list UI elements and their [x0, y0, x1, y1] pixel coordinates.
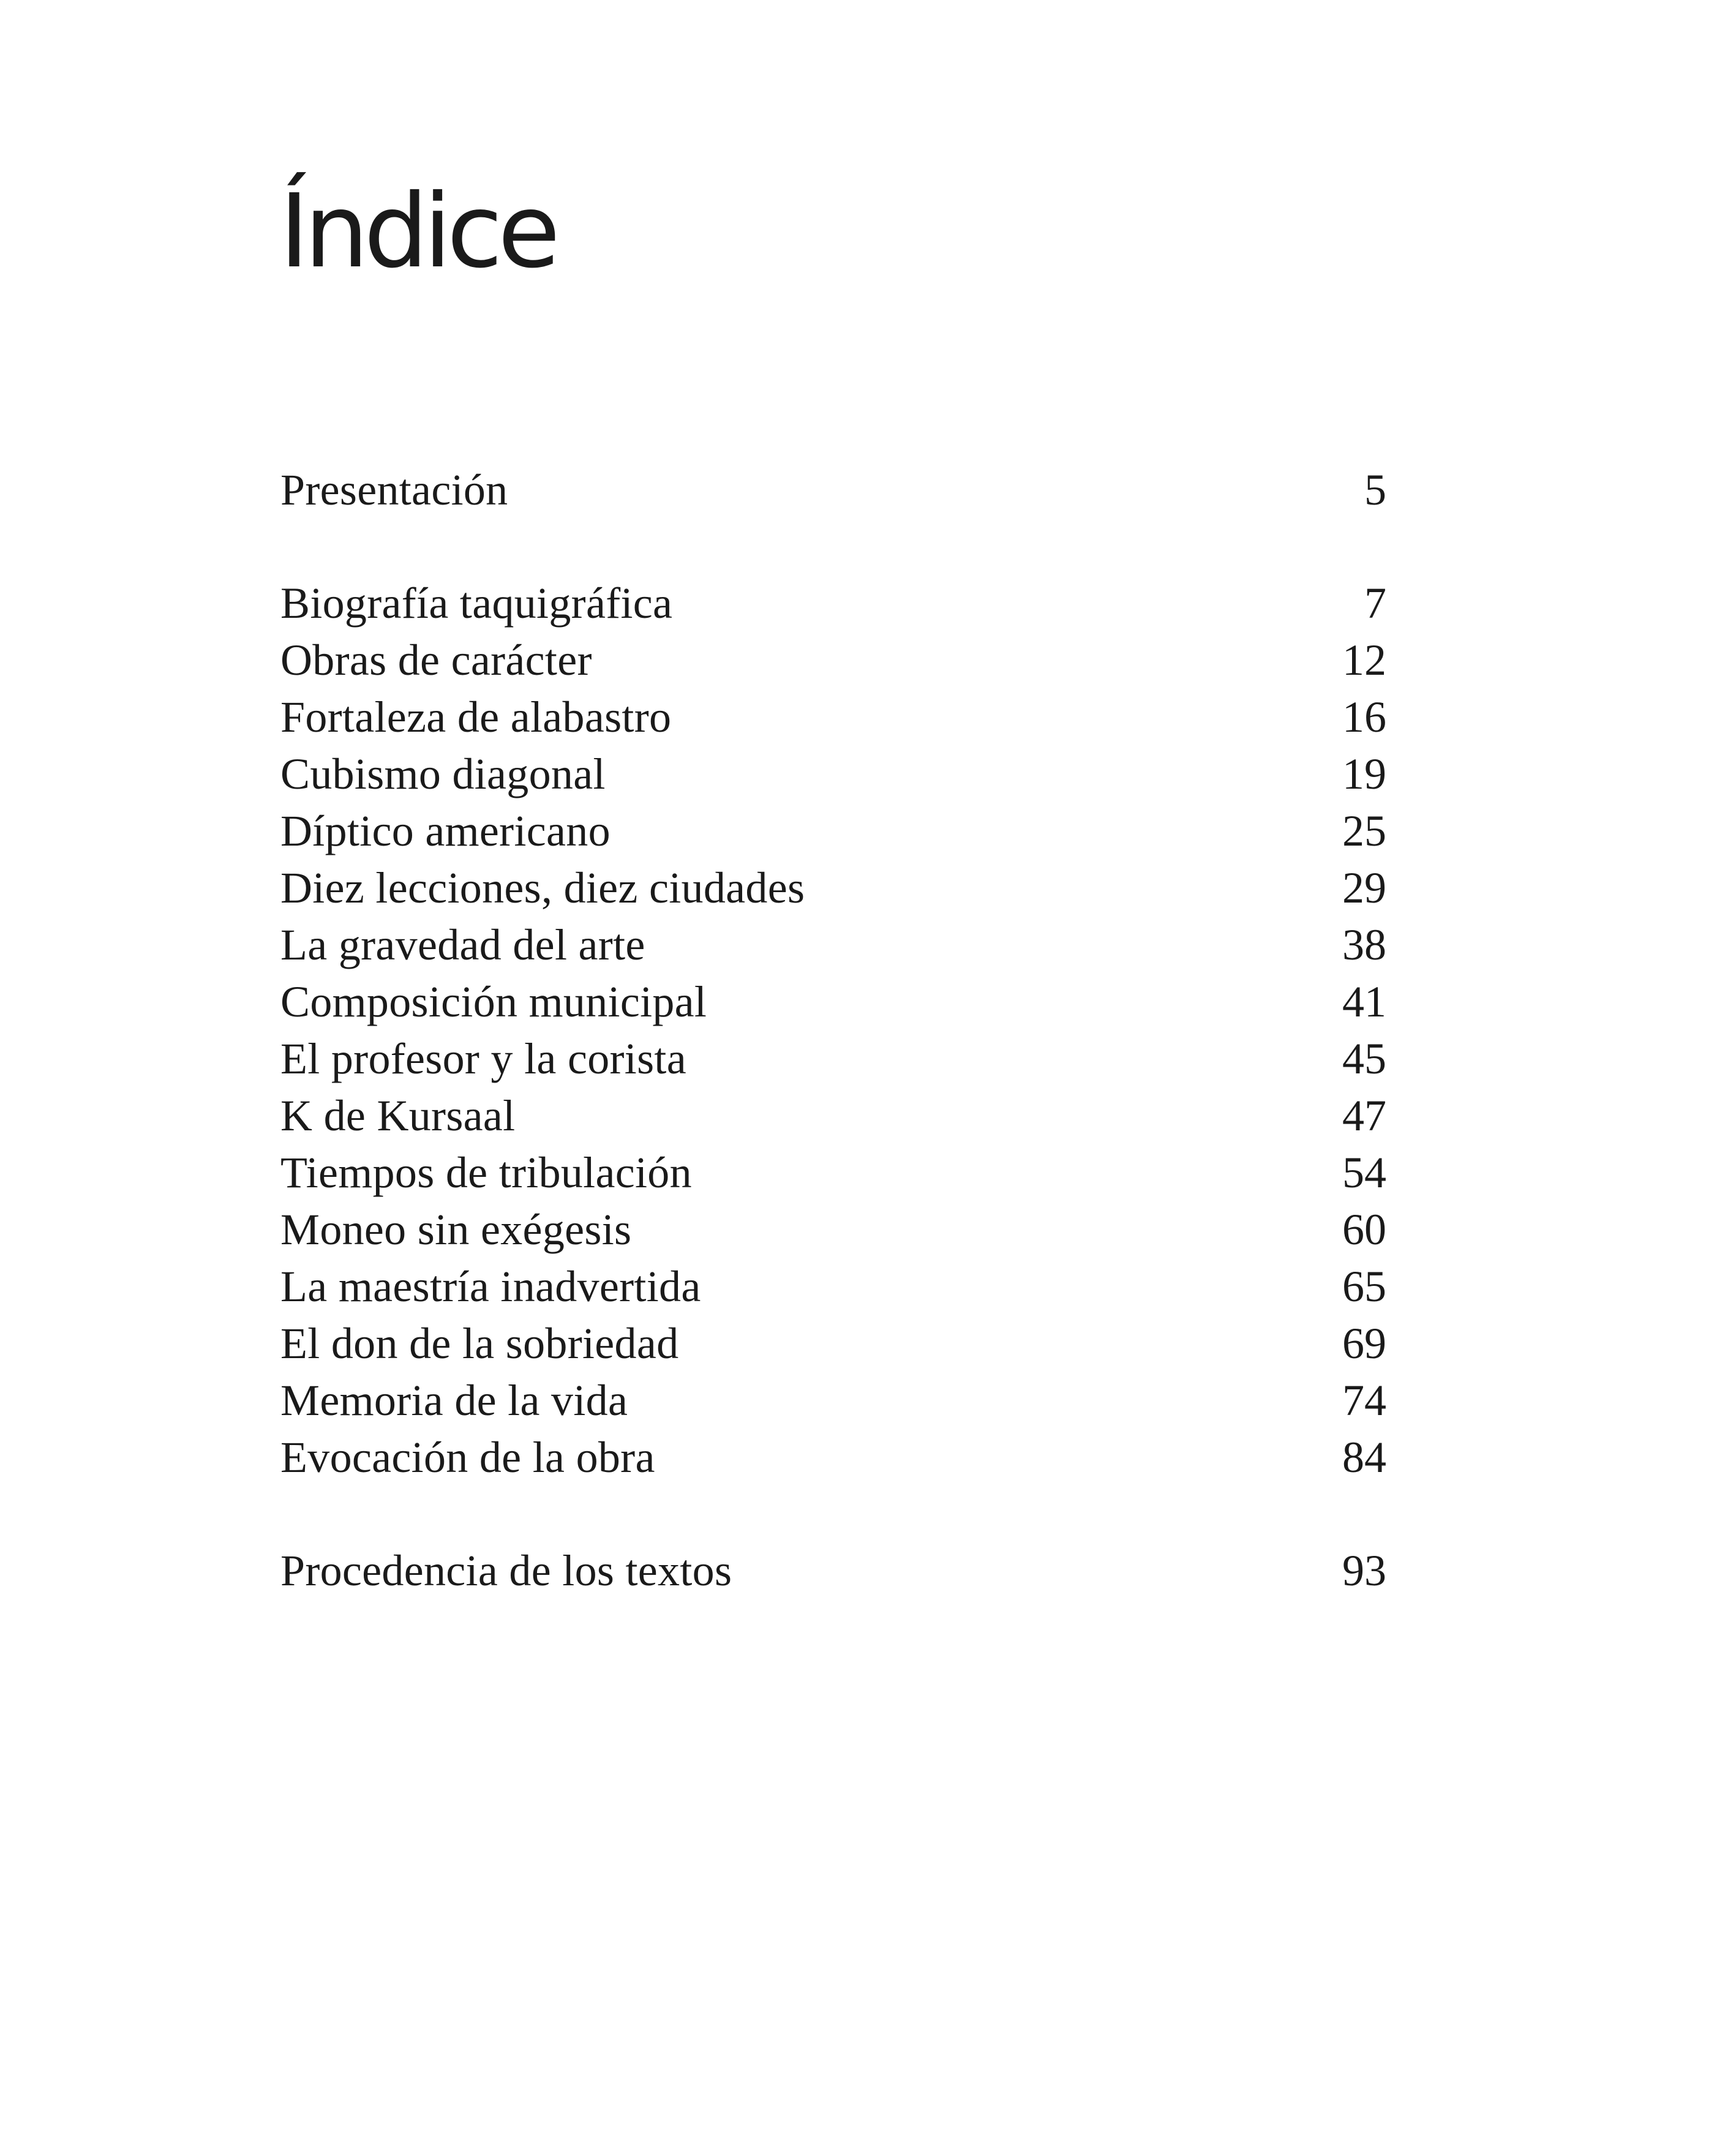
toc-entry [280, 462, 1386, 519]
toc-entry-title: Memoria de la vida [280, 1376, 628, 1425]
toc-entry-page-number: 45 [1342, 1034, 1386, 1083]
toc-entry [280, 974, 1386, 1031]
toc-group-back [280, 1542, 1386, 1599]
table-of-contents [280, 462, 1386, 1599]
toc-entry-page-number: 16 [1342, 693, 1386, 742]
toc-entry-page-number: 25 [1342, 806, 1386, 855]
toc-entry-title: Fortaleza de alabastro [280, 693, 672, 742]
toc-entry-page-number: 12 [1342, 636, 1386, 685]
toc-entry-title: Presentación [280, 465, 508, 514]
toc-entry-page-number: 19 [1342, 749, 1386, 798]
toc-entry-title: El don de la sobriedad [280, 1319, 679, 1368]
toc-entry-title: Tiempos de tribulación [280, 1148, 692, 1197]
toc-entry-title: Obras de carácter [280, 636, 592, 685]
toc-entry [280, 1031, 1386, 1087]
toc-entry-page-number: 84 [1342, 1433, 1386, 1482]
toc-entry-page-number: 60 [1342, 1205, 1386, 1254]
toc-entry-title: La gravedad del arte [280, 920, 645, 969]
toc-entry [280, 1542, 1386, 1599]
toc-entry-title: K de Kursaal [280, 1091, 516, 1140]
toc-entry [280, 1429, 1386, 1486]
toc-entry [280, 746, 1386, 803]
toc-entry [280, 1372, 1386, 1429]
toc-entry-title: Procedencia de los textos [280, 1546, 732, 1595]
toc-entry [280, 575, 1386, 632]
toc-entry [280, 1201, 1386, 1258]
toc-entry [280, 1315, 1386, 1372]
toc-entry [280, 860, 1386, 917]
toc-entry-title: Evocación de la obra [280, 1433, 655, 1482]
toc-group-front [280, 462, 1386, 519]
toc-entry [280, 803, 1386, 860]
toc-group-chapters [280, 575, 1386, 1486]
toc-entry-page-number: 74 [1342, 1376, 1386, 1425]
toc-entry-page-number: 65 [1342, 1262, 1386, 1311]
toc-entry-page-number: 47 [1342, 1091, 1386, 1140]
toc-entry-title: Biografía taquigráfica [280, 579, 673, 628]
toc-entry-page-number: 5 [1364, 465, 1386, 514]
toc-entry [280, 1087, 1386, 1144]
toc-entry-page-number: 41 [1342, 977, 1386, 1026]
toc-entry [280, 632, 1386, 689]
toc-entry [280, 1144, 1386, 1201]
toc-entry-title: Diez lecciones, diez ciudades [280, 863, 805, 912]
toc-entry-title: Moneo sin exégesis [280, 1205, 632, 1254]
page-title: Índice [279, 173, 556, 291]
toc-entry-page-number: 69 [1342, 1319, 1386, 1368]
toc-entry [280, 689, 1386, 746]
toc-entry-page-number: 93 [1342, 1546, 1386, 1595]
toc-entry [280, 1258, 1386, 1315]
toc-entry-title: Díptico americano [280, 806, 611, 855]
toc-entry-page-number: 7 [1364, 579, 1386, 628]
toc-entry-page-number: 54 [1342, 1148, 1386, 1197]
toc-entry [280, 917, 1386, 974]
toc-entry-page-number: 38 [1342, 920, 1386, 969]
toc-entry-title: Cubismo diagonal [280, 749, 606, 798]
toc-entry-title: Composición municipal [280, 977, 707, 1026]
toc-entry-title: El profesor y la corista [280, 1034, 686, 1083]
toc-entry-page-number: 29 [1342, 863, 1386, 912]
toc-entry-title: La maestría inadvertida [280, 1262, 701, 1311]
